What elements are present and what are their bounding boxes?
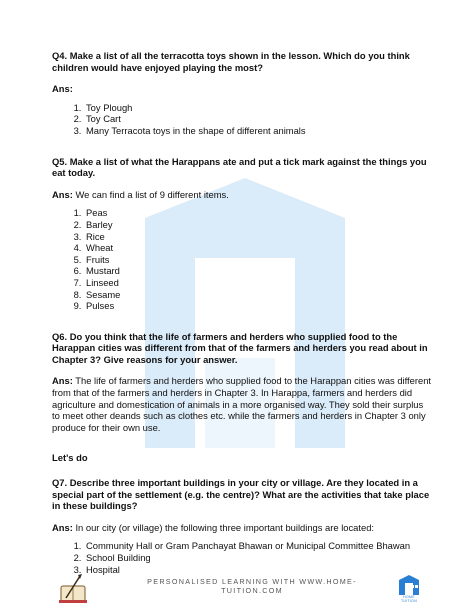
question-q7: Q7. Describe three important buildings in your city or village. Are they located in a special part of the settlement (e.g. the centre)? What are the activities that take place in these buildings? (52, 477, 430, 512)
ans-label: Ans: (52, 188, 73, 200)
house-logo-icon (398, 574, 420, 596)
list-item: 3. Rice (84, 231, 432, 243)
section-heading: Let's do (52, 452, 88, 464)
answer-text: The life of farmers and herders who supplied food to the Harappan cities was different from that of the farmers and herders in Chapter 3. In Harappa, farmers and herders did agriculture and domestication of animals in a more organised way. They sold their surplus to meet other deands such as clothes etc. while the farmers and herders in Chapter 3 only produce for their own use. (52, 375, 432, 433)
list-item: 6. Mustard (84, 265, 432, 277)
ans-label: Ans: (52, 521, 73, 533)
list-item: 5. Fruits (84, 254, 432, 266)
list-item: 2. Toy Cart (84, 113, 432, 125)
list-item: 9. Pulses (84, 300, 432, 312)
list-item: 1. Community Hall or Gram Panchayat Bhawan or Municipal Committee Bhawan (84, 540, 432, 552)
question-q5: Q5. Make a list of what the Harappans ate and put a tick mark against the things you eat today. (52, 155, 427, 179)
document-body (52, 50, 432, 575)
list-item: 3. Many Terracota toys in the shape of different animals (84, 125, 432, 137)
question-q4: Q4. Make a list of all the terracotta toys shown in the lesson. Which do you think children would have enjoyed playing the most? (52, 50, 410, 73)
answer-text: In our city (or village) the following three important buildings are located: (72, 521, 375, 533)
ans-label: Ans: (52, 83, 73, 95)
answer-q4 (52, 83, 432, 95)
list-item: 7. Linseed (84, 277, 432, 289)
ans-label: Ans: (52, 375, 73, 387)
answer-text: We can find a list of 9 different items. (72, 188, 229, 200)
brand-logo (398, 574, 420, 604)
list-q4 (52, 102, 432, 137)
answer-q5 (52, 189, 432, 201)
list-item: 1. Toy Plough (84, 102, 432, 114)
logo-text: HOME TUITION (400, 595, 418, 603)
list-q5 (52, 207, 432, 311)
list-item: 8. Sesame (84, 289, 432, 301)
footer-tagline: PERSONALISED LEARNING WITH WWW.HOME-TUITION.COM (147, 577, 357, 595)
answer-q6 (52, 375, 432, 433)
list-item: 4. Wheat (84, 242, 432, 254)
book-quill-icon (58, 572, 88, 606)
list-item: 1. Peas (84, 207, 432, 219)
list-item: 2. Barley (84, 219, 432, 231)
page-footer (0, 570, 474, 613)
answer-q7 (52, 522, 432, 534)
question-q6: Q6. Do you think that the life of farmers and herders who supplied food to the Harappan cities was different from that of the farmers and herders you read about in Chapter 3? Give reasons for your answer. (52, 330, 428, 365)
list-item: 2. School Building (84, 552, 432, 564)
list-item: 3. Hospital (84, 564, 432, 576)
